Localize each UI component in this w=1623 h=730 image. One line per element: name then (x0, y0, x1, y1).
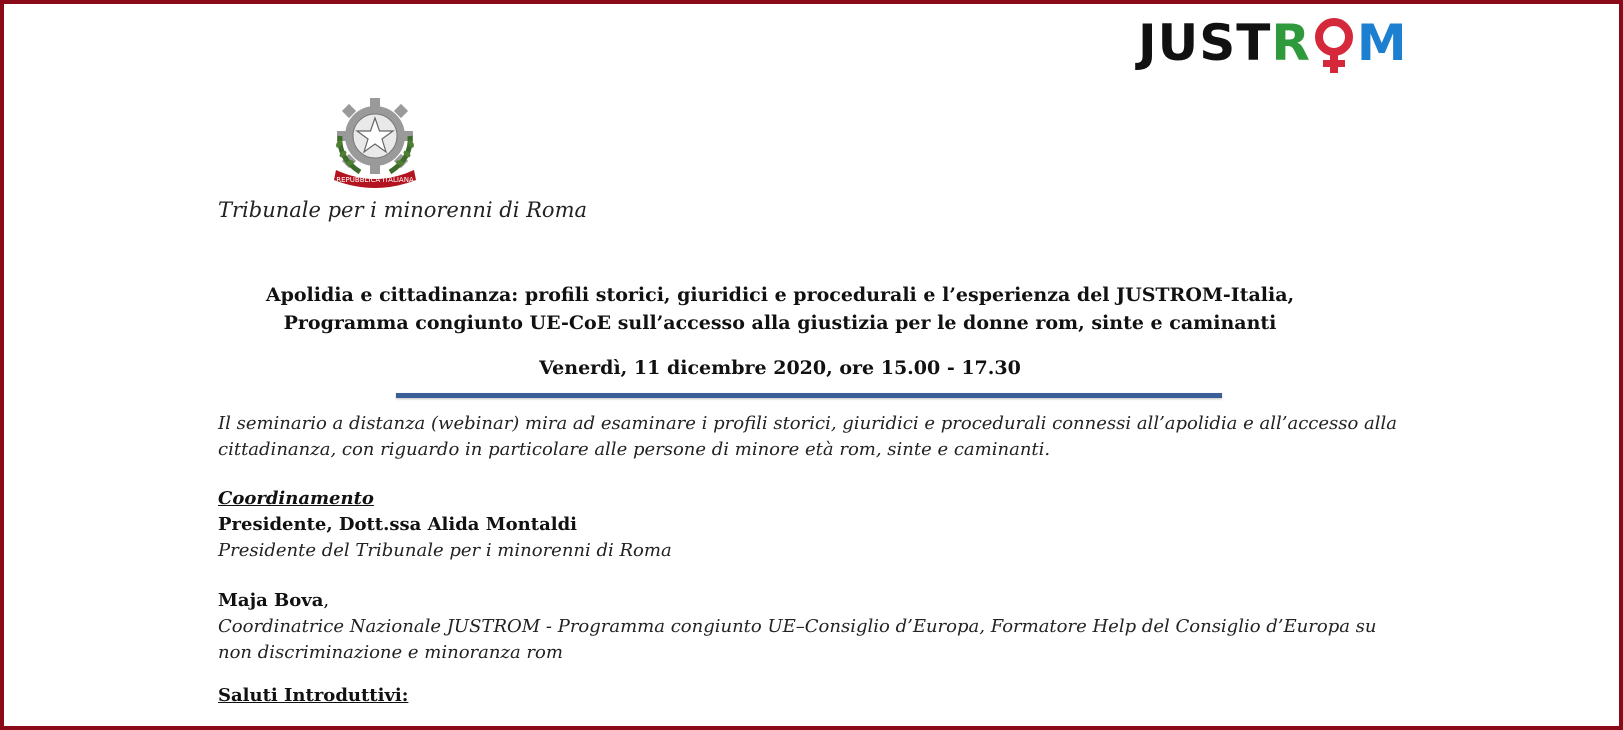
speaker-name-montaldi: Presidente, Dott.ssa Alida Montaldi (218, 514, 577, 535)
speaker-role-bova-line-1: Coordinatrice Nazionale JUSTROM - Programma congiunto UE–Consiglio d’Europa, Formatore Help del Consiglio d’Europa su (218, 616, 1377, 637)
logo-text-r: R (1271, 14, 1311, 72)
event-title-line-1: Apolidia e cittadinanza: profili storici, giuridici e procedurali e l’esperienza del JUSTROM-Italia, (265, 284, 1295, 306)
intro-line-2: cittadinanza, con riguardo in particolare alle persone di minore età rom, sinte e caminanti. (218, 439, 1051, 460)
title-divider (396, 393, 1222, 398)
speaker-name-bova: Maja Bova (218, 590, 324, 611)
speaker-role-montaldi: Presidente del Tribunale per i minorenni di Roma (218, 540, 672, 561)
italian-republic-emblem-icon (330, 96, 420, 192)
section-heading-coordinamento: Coordinamento (218, 488, 374, 509)
event-title-line-2: Programma congiunto UE-CoE sull’accesso alla giustizia per le donne rom, sinte e caminanti (283, 312, 1277, 334)
section-heading-saluti: Saluti Introduttivi: (218, 685, 409, 706)
speaker-name-bova-suffix: , (323, 590, 330, 611)
speaker-bova (218, 588, 1418, 666)
emblem-ribbon-text: REPUBBLICA ITALIANA (336, 176, 414, 184)
intro-paragraph (218, 411, 1418, 463)
event-title (230, 281, 1330, 337)
logo-text-just: JUST (1138, 14, 1272, 72)
justrom-logo (1138, 14, 1408, 74)
saluti-section (218, 683, 1418, 709)
court-name: Tribunale per i minorenni di Roma (218, 198, 587, 222)
intro-line-1: Il seminario a distanza (webinar) mira ad esaminare i profili storici, giuridici e procedurali connessi all’apolidia e all’accesso alla (218, 413, 1398, 434)
logo-text-m: M (1356, 14, 1408, 72)
speaker-role-bova-line-2: non discriminazione e minoranza rom (218, 642, 563, 663)
event-date: Venerdì, 11 dicembre 2020, ore 15.00 - 17.30 (539, 357, 1021, 379)
coordinamento-section (218, 486, 1418, 564)
female-symbol-icon (1311, 18, 1357, 74)
